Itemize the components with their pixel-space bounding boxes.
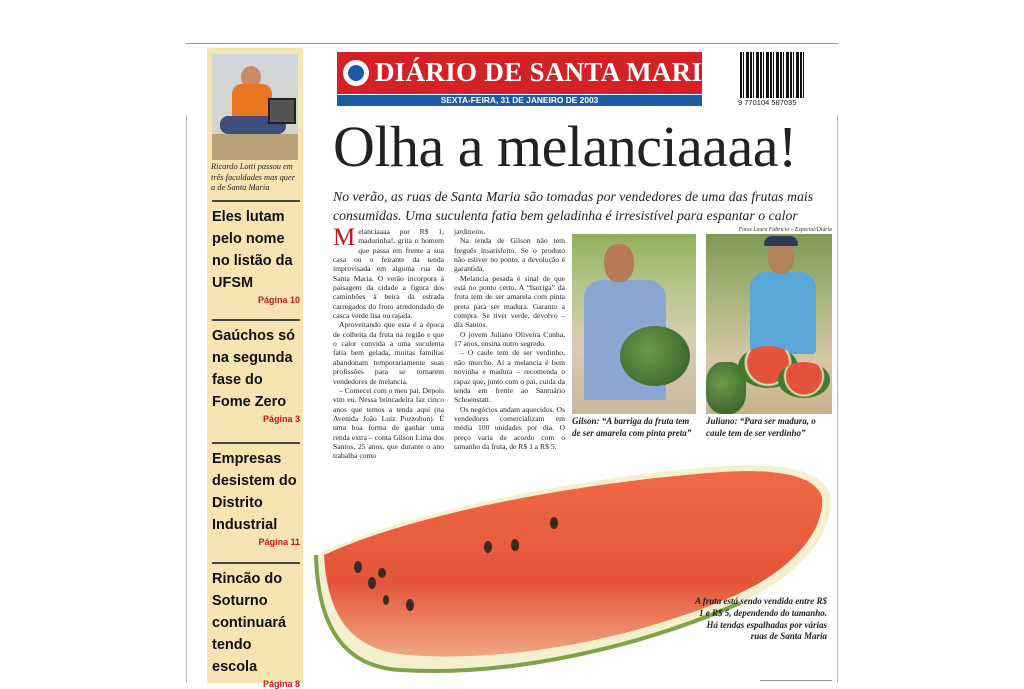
paragraph: Na tenda de Gilson não tem freguês insatisfeito. Se o produto não estiver no ponto, a devolução é garantida. (454, 236, 565, 274)
sidebar-item[interactable] (212, 319, 300, 424)
sidebar-photo-caption: Ricardo Lotti passou em três faculdades mas quer a de Santa Maria (211, 162, 295, 192)
barcode-icon (740, 52, 806, 98)
photo-caption-gilson: Gilson: “A barriga da fruta tem de ser amarela com pinta preta” (572, 416, 692, 438)
divider (212, 200, 300, 202)
paragraph: Melancia pesada é sinal de que está no ponto certo. A “barriga” da fruta tem de ser amarela com pinta preta para ser madura. Garanto a compra. Se tiver verde, devolvo – diz Santos. (454, 273, 565, 330)
right-rule (837, 115, 838, 683)
masthead (337, 52, 723, 94)
article-column-1 (333, 224, 444, 461)
sidebar-item-title: Empresas desistem do Distrito Industrial (212, 451, 297, 533)
divider (212, 442, 300, 444)
sidebar (207, 48, 303, 689)
logo-icon (343, 60, 369, 86)
sidebar-item-page: Página 10 (257, 295, 300, 305)
article-column-2 (454, 227, 565, 451)
paragraph: – O caule tem de ser verdinho, não murcho. Aí a melancia é bem novinha e madura – recomenda o rapaz que, junto com o pai, cuida da tenda em frente ao Santuário Schoenstatt. (454, 348, 565, 405)
sidebar-item-page: Página 3 (262, 414, 300, 424)
sidebar-item-title: Rincão do Soturno continuará tendo escola (212, 571, 287, 675)
sidebar-item-page: Página 11 (258, 537, 300, 547)
sidebar-item-title: Eles lutam pelo nome no listão da UFSM (212, 209, 293, 291)
dropcap: M (333, 224, 356, 251)
paragraph: Aproveitando que esta é a época de colheita da fruta na região e que o calor convida a uma suculenta fatia bem gelada, muitas famílias abandonam temporariamente suas profissões para se tornarem vendedores de melancia. (333, 320, 444, 386)
deck: No verão, as ruas de Santa Maria são tomadas por vendedores de uma das frutas mais consumidas. Uma suculenta fatia bem geladinha é irresistível para espantar o calor (333, 189, 814, 223)
divider (212, 319, 300, 321)
paragraph: Os negócios andam aquecidos. Os vendedores comercializam em média 100 unidades por dia. O preço varia de acordo com o tamanho da fruta, de R$ 1 a R$ 5. (454, 404, 565, 451)
paragraph: – Comecei com o meu pai. Depois vim eu. Nessa brincadeira faz cinco anos que temos a tenda aqui (na Avenida João Luiz Pozzobon). É uma boa forma de ganhar uma renda extra – conta Gilson Lima dos Santos, 25 anos, que durante o ano trabalha como (333, 385, 444, 461)
photo-juliano (706, 234, 832, 414)
photo-caption-juliano: Juliano: “Para ser madura, o caule tem de ser verdinho” (706, 416, 816, 438)
paragraph: Melanciaaaa por R$ 1, madurinha!, grita o homem que passa em frente a sua casa ou o feirante da tenda improvisada em alguma rua de Santa Maria. O verão incorpora à paisagem da cidade a figura dos caminhões à beira da estrada carregados do fruto arredondado de casca verde lisa ou rajada. (333, 224, 444, 321)
photo-gilson (572, 234, 696, 414)
bottom-rule (760, 680, 832, 681)
sidebar-item[interactable] (212, 562, 300, 689)
masthead-title: DIÁRIO DE SANTA MARIA (375, 57, 723, 87)
sidebar-item-title: Gaúchos só na segunda fase do Fome Zero (212, 328, 295, 410)
sidebar-item[interactable] (212, 442, 300, 547)
watermelon-slice-image (310, 455, 835, 680)
barcode-number: 9 770104 587035 (738, 98, 797, 107)
paragraph: O jovem Juliano Oliveira Cunha, 17 anos, ensina outro segredo. (454, 329, 565, 349)
paragraph: jardineiro. (454, 227, 486, 236)
headline: Olha a melanciaaaa! (333, 114, 797, 179)
sidebar-item[interactable] (212, 200, 300, 305)
sidebar-item-page: Página 8 (262, 679, 300, 689)
sidebar-photo (212, 54, 298, 160)
masthead-date: SEXTA-FEIRA, 31 DE JANEIRO DE 2003 (337, 95, 702, 106)
divider (212, 562, 300, 564)
top-rule (186, 43, 838, 44)
left-rule (186, 115, 187, 683)
watermelon-caption: A fruta está sendo vendida entre R$ 1 e R$ 5, dependendo do tamanho. Há tendas espalhadas por várias ruas de Santa Maria (695, 596, 828, 642)
photo-credit: Fotos Laura Fabrício – Especial/Diário (738, 227, 832, 233)
